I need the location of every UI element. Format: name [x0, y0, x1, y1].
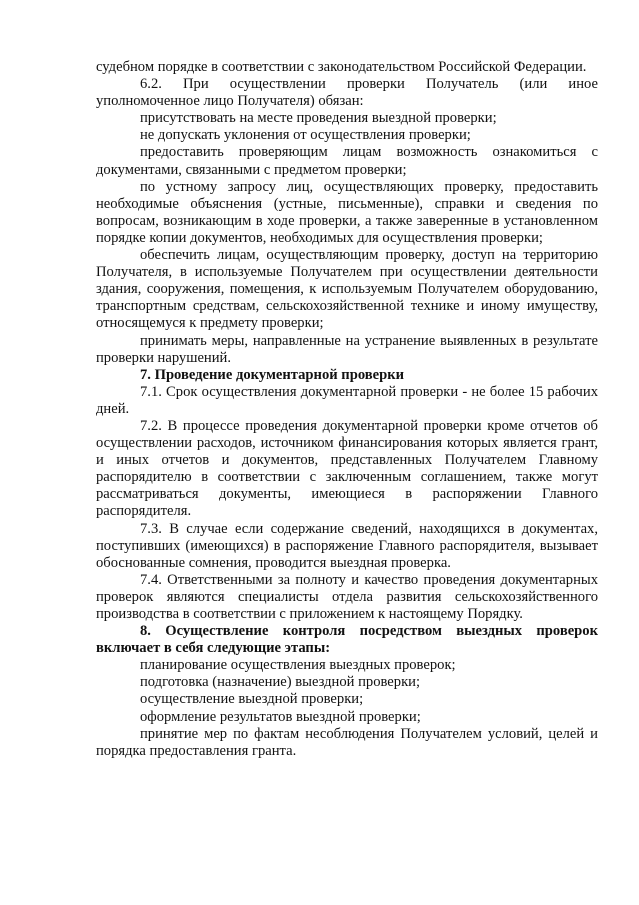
- stage-item: подготовка (назначение) выездной проверки;: [140, 674, 421, 691]
- duty-item: предоставить проверяющим лицам возможность ознакомиться с документами, связанными с предметом проверки;: [96, 144, 598, 178]
- duty-item: обеспечить лицам, осуществляющим проверку, доступ на территорию Получателя, в используемые Получателем при осуществлении деятельности здания, сооружения, помещения, к используемым Получателем оборудованию, транспортным средствам, сельскохозяйственной технике и иному имуществу, относящемуся к предмету проверки;: [96, 247, 598, 332]
- section-heading-7: 7. Проведение документарной проверки: [140, 366, 405, 383]
- clause-7-4: 7.4. Ответственными за полноту и качество проведения документарных проверок являются специалисты отдела развития сельскохозяйственного производства в соответствии с приложением к настоящему Порядку.: [96, 571, 598, 622]
- clause-6-2: 6.2. При осуществлении проверки Получатель (или иное уполномоченное лицо Получателя) обязан:: [96, 76, 598, 110]
- document-page: [96, 59, 598, 760]
- duty-item: присутствовать на месте проведения выездной проверки;: [140, 110, 497, 127]
- stage-item: оформление результатов выездной проверки;: [140, 708, 421, 725]
- clause-7-2: 7.2. В процессе проведения документарной проверки кроме отчетов об осуществлении расходов, источником финансирования которых является грант, и иных отчетов и документов, представленных Получателем Главному распорядителю в соответствии с заключенным соглашением, также могут рассматриваться документы, имеющиеся в распоряжении Главного распорядителя.: [96, 417, 598, 520]
- stage-item: принятие мер по фактам несоблюдения Получателем условий, целей и порядка предоставления гранта.: [96, 725, 598, 759]
- stage-item: планирование осуществления выездных проверок;: [140, 657, 456, 674]
- duty-item: по устному запросу лиц, осуществляющих проверку, предоставить необходимые объяснения (устные, письменные), справки и сведения по вопросам, возникающим в ходе проверки, а также заверенные в установленном порядке копии документов, необходимых для осуществления проверки;: [96, 178, 598, 246]
- clause-7-1: 7.1. Срок осуществления документарной проверки - не более 15 рабочих дней.: [96, 383, 598, 417]
- section-heading-8: 8. Осуществление контроля посредством выездных проверок включает в себя следующие этапы:: [96, 623, 598, 657]
- duty-item: не допускать уклонения от осуществления проверки;: [140, 127, 471, 144]
- stage-item: осуществление выездной проверки;: [140, 691, 364, 708]
- clause-7-3: 7.3. В случае если содержание сведений, находящихся в документах, поступивших (имеющихся) в распоряжение Главного распорядителя, вызывает обоснованные сомнения, проводится выездная проверка.: [96, 520, 598, 571]
- paragraph-continuation: судебном порядке в соответствии с законодательством Российской Федерации.: [96, 59, 587, 75]
- duty-item: принимать меры, направленные на устранение выявленных в результате проверки нарушений.: [96, 332, 598, 366]
